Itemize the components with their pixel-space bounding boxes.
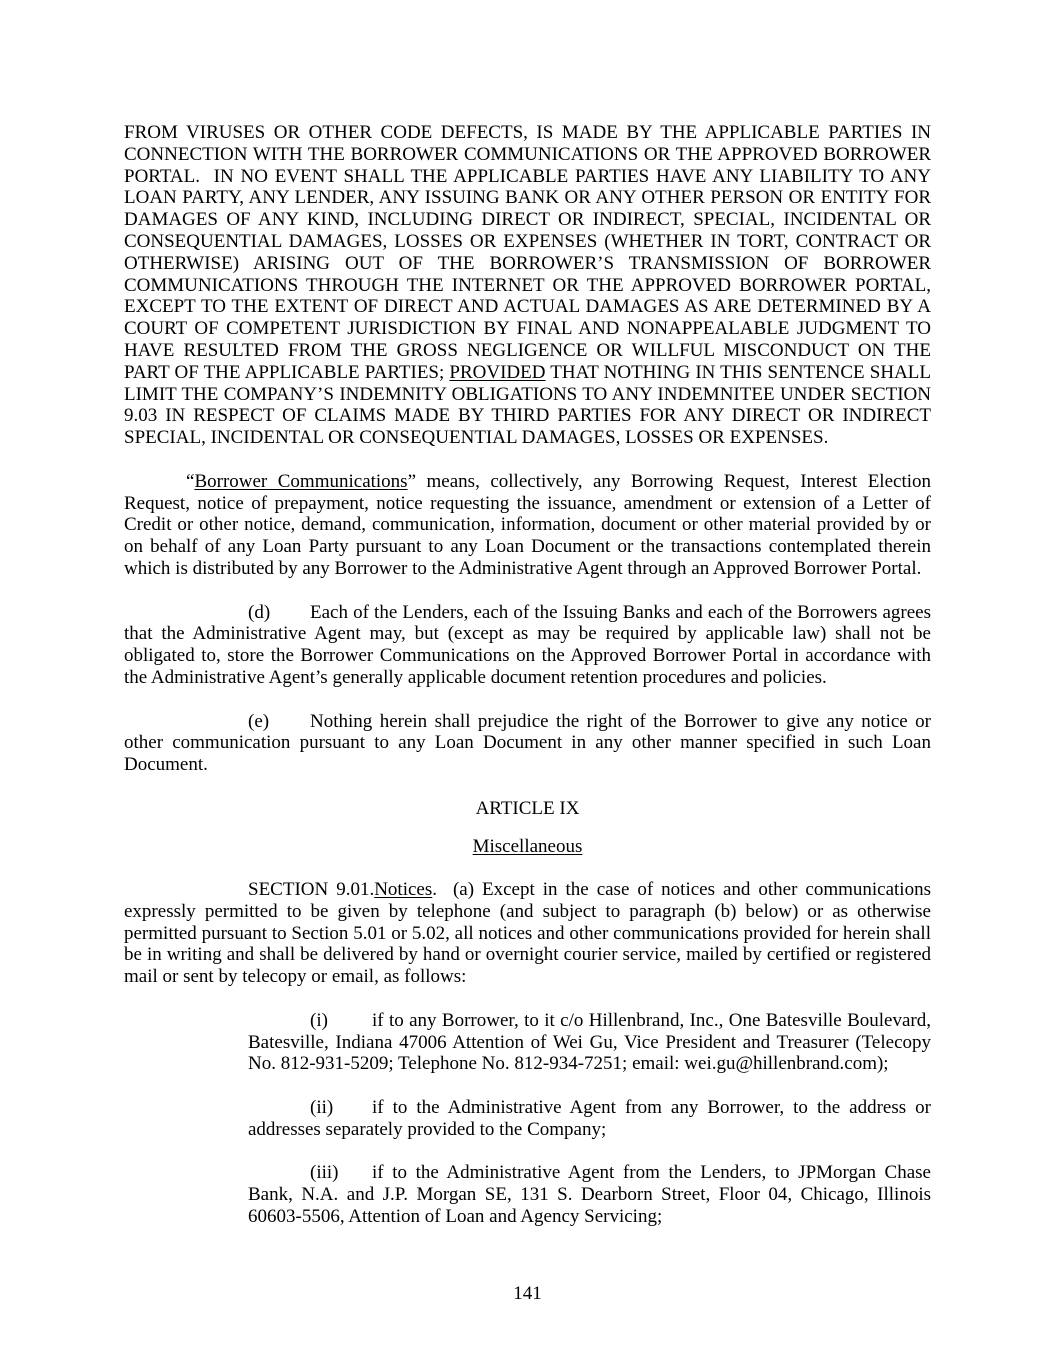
paragraph-clause-d [124,602,931,689]
section-9-01-label: SECTION 9.01. [248,879,375,901]
notice-item-i-text: if to any Borrower, to it c/o Hillenbrand, Inc., One Batesville Boulevard, Batesville, Indiana 47006 Attention of Wei Gu, Vice President and Treasurer (Telecopy No. 812-931-5209; Telephone No. 812-934-7251; email: wei.gu@hillenbrand.com); [248,1009,931,1075]
definition-text: ” means, collectively, any Borrowing Request, Interest Election Request, notice of prepayment, notice requesting the issuance, amendment or extension of a Letter of Credit or other notice, demand, communication, information, document or other material provided by or on behalf of any Loan Party pursuant to any Loan Document or the transactions contemplated therein which is distributed by any Borrower to the Administrative Agent through an Approved Borrower Portal. [124,470,932,579]
notice-item-iii [248,1162,931,1227]
notice-item-iii-marker: (iii) [310,1162,339,1184]
paragraph-section-9-01 [124,879,931,988]
paragraph-clause-e [124,711,931,776]
definition-term-underlined: Borrower Communications [194,470,408,492]
section-9-01-text: . (a) Except in the case of notices and other communications expressly permitted to be given by telephone (and subject to paragraph (b) below) or as otherwise permitted pursuant to Section 5.01 or 5.02, all notices and other communications provided for herein shall be in writing and shall be delivered by hand or overnight courier service, mailed by certified or registered mail or sent by telecopy or email, as follows: [124,879,931,988]
page-number: 141 [513,1283,542,1304]
definition-open-quote: “ [186,470,195,492]
clause-d-marker: (d) [248,601,271,623]
paragraph-borrower-communications-definition [124,471,931,580]
document-content [124,122,931,1250]
notice-item-ii-text: if to the Administrative Agent from any Borrower, to the address or addresses separately provided to the Company; [248,1097,931,1140]
article-ix-heading: ARTICLE IX [475,797,580,819]
clause-e-marker: (e) [248,710,270,732]
disclaimer-text-after: THAT NOTHING IN THIS SENTENCE SHALL LIMIT THE COMPANY’S INDEMNITY OBLIGATIONS TO ANY INDEMNITEE UNDER SECTION 9.03 IN RESPECT OF CLAIMS MADE BY THIRD PARTIES FOR ANY DIRECT OR INDIRECT SPECIAL, INCIDENTAL OR CONSEQUENTIAL DAMAGES, LOSSES OR EXPENSES. [124,361,931,449]
section-9-01-title-underlined: Notices [374,879,433,901]
notice-item-ii [248,1097,931,1141]
notice-item-iii-text: if to the Administrative Agent from the Lenders, to JPMorgan Chase Bank, N.A. and J.P. Morgan SE, 131 S. Dearborn Street, Floor 04, Chicago, Illinois 60603-5506, Attention of Loan and Agency Servicing; [248,1162,931,1228]
notice-item-i [248,1010,931,1075]
miscellaneous-subheading-text: Miscellaneous [472,835,583,857]
disclaimer-text-before: FROM VIRUSES OR OTHER CODE DEFECTS, IS MADE BY THE APPLICABLE PARTIES IN CONNECTION WITH THE BORROWER COMMUNICATIONS OR THE APPROVED BORROWER PORTAL. IN NO EVENT SHALL THE APPLICABLE PARTIES HAVE ANY LIABILITY TO ANY LOAN PARTY, ANY LENDER, ANY ISSUING BANK OR ANY OTHER PERSON OR ENTITY FOR DAMAGES OF ANY KIND, INCLUDING DIRECT OR INDIRECT, SPECIAL, INCIDENTAL OR CONSEQUENTIAL DAMAGES, LOSSES OR EXPENSES (WHETHER IN TORT, CONTRACT OR OTHERWISE) ARISING OUT OF THE BORROWER’S TRANSMISSION OF BORROWER COMMUNICATIONS THROUGH THE INTERNET OR THE APPROVED BORROWER PORTAL, EXCEPT TO THE EXTENT OF DIRECT AND ACTUAL DAMAGES AS ARE DETERMINED BY A COURT OF COMPETENT JURISDICTION BY FINAL AND NONAPPEALABLE JUDGMENT TO HAVE RESULTED FROM THE GROSS NEGLIGENCE OR WILLFUL MISCONDUCT ON THE PART OF THE APPLICABLE PARTIES; [124,122,931,383]
paragraph-disclaimer [124,122,931,449]
clause-e-text: Nothing herein shall prejudice the right of the Borrower to give any notice or other communication pursuant to any Loan Document in any other manner specified in such Loan Document. [124,710,931,776]
clause-d-text: Each of the Lenders, each of the Issuing Banks and each of the Borrowers agrees that the Administrative Agent may, but (except as may be required by applicable law) shall not be obligated to, store the Borrower Communications on the Approved Borrower Portal in accordance with the Administrative Agent’s generally applicable document retention procedures and policies. [124,601,931,688]
notice-item-i-marker: (i) [310,1009,328,1031]
disclaimer-provided-underlined: PROVIDED [449,361,546,383]
miscellaneous-subheading [124,836,931,858]
notice-item-ii-marker: (ii) [310,1097,334,1119]
